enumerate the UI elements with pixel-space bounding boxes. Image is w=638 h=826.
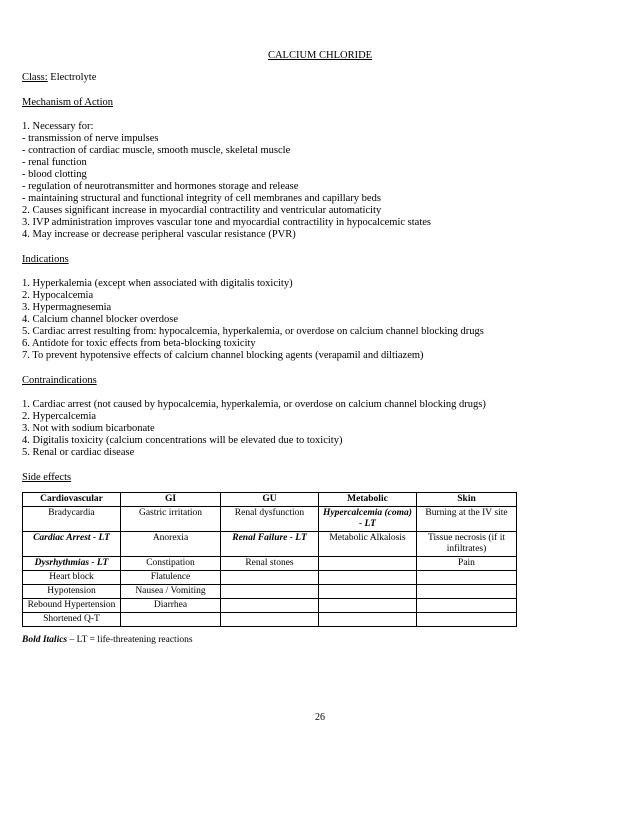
table-cell: Burning at the IV site	[417, 507, 517, 532]
table-cell: Anorexia	[121, 532, 221, 557]
table-cell	[417, 585, 517, 599]
table-cell: Renal dysfunction	[221, 507, 319, 532]
indication-item: 1. Hyperkalemia (except when associated with digitalis toxicity)	[22, 278, 293, 289]
class-label: Class:	[22, 72, 48, 83]
table-cell: Nausea / Vomiting	[121, 585, 221, 599]
table-cell: Rebound Hypertension	[23, 599, 121, 613]
table-cell: Metabolic Alkalosis	[319, 532, 417, 557]
class-value: Electrolyte	[47, 72, 97, 83]
table-header-row	[23, 493, 517, 507]
table-cell	[221, 599, 319, 613]
table-legend	[22, 635, 193, 645]
table-cell	[221, 613, 319, 627]
legend-text: – LT = life-threatening reactions	[67, 635, 193, 645]
table-cell	[319, 613, 417, 627]
table-cell: Gastric irritation	[121, 507, 221, 532]
contraindication-item: 2. Hypercalcemia	[22, 411, 97, 422]
contraindications-heading: Contraindications	[22, 375, 97, 386]
table-cell: Renal Failure - LT	[221, 532, 319, 557]
table-row	[23, 613, 517, 627]
table-row	[23, 585, 517, 599]
table-cell: Dysrhythmias - LT	[23, 557, 121, 571]
table-cell: Hypercalcemia (coma) - LT	[319, 507, 417, 532]
table-cell: Renal stones	[221, 557, 319, 571]
mechanism-line: - regulation of neurotransmitter and hormones storage and release	[22, 181, 299, 192]
table-cell	[221, 571, 319, 585]
contraindication-item: 5. Renal or cardiac disease	[22, 447, 135, 458]
table-row	[23, 571, 517, 585]
table-cell: Flatulence	[121, 571, 221, 585]
class-line	[22, 72, 96, 84]
table-row	[23, 507, 517, 532]
indication-item: 7. To prevent hypotensive effects of calcium channel blocking agents (verapamil and diltiazem)	[22, 350, 424, 361]
table-cell	[319, 557, 417, 571]
indication-item: 6. Antidote for toxic effects from beta-blocking toxicity	[22, 338, 256, 349]
mechanism-line: 1. Necessary for:	[22, 121, 94, 132]
legend-bold-italics: Bold Italics	[22, 635, 68, 645]
indication-item: 5. Cardiac arrest resulting from: hypocalcemia, hyperkalemia, or overdose on calcium channel blocking drugs	[22, 326, 484, 337]
table-cell	[121, 613, 221, 627]
column-header: Metabolic	[319, 493, 417, 507]
table-cell	[319, 571, 417, 585]
mechanism-line: - maintaining structural and functional integrity of cell membranes and capillary beds	[22, 193, 381, 204]
mechanism-line: 4. May increase or decrease peripheral vascular resistance (PVR)	[22, 229, 296, 240]
contraindication-item: 3. Not with sodium bicarbonate	[22, 423, 155, 434]
column-header: GU	[221, 493, 319, 507]
table-cell: Hypotension	[23, 585, 121, 599]
contraindication-item: 1. Cardiac arrest (not caused by hypocalcemia, hyperkalemia, or overdose on calcium channel blocking drugs)	[22, 399, 486, 410]
mechanism-line: 2. Causes significant increase in myocardial contractility and ventricular automaticity	[22, 205, 382, 216]
side-effects-heading: Side effects	[22, 472, 72, 483]
mechanism-line: - blood clotting	[22, 169, 87, 180]
column-header: GI	[121, 493, 221, 507]
table-cell	[417, 599, 517, 613]
mechanism-line: - renal function	[22, 157, 87, 168]
contraindication-item: 4. Digitalis toxicity (calcium concentrations will be elevated due to toxicity)	[22, 435, 343, 446]
mechanism-line: - contraction of cardiac muscle, smooth muscle, skeletal muscle	[22, 145, 291, 156]
indication-item: 4. Calcium channel blocker overdose	[22, 314, 178, 325]
table-cell	[221, 585, 319, 599]
table-row	[23, 599, 517, 613]
column-header: Cardiovascular	[23, 493, 121, 507]
table-cell: Bradycardia	[23, 507, 121, 532]
mechanism-line: 3. IVP administration improves vascular tone and myocardial contractility in hypocalcemic states	[22, 217, 431, 228]
table-cell: Constipation	[121, 557, 221, 571]
table-cell	[319, 585, 417, 599]
document-title: CALCIUM CHLORIDE	[267, 50, 373, 61]
table-cell: Heart block	[23, 571, 121, 585]
table-cell: Tissue necrosis (if it infiltrates)	[417, 532, 517, 557]
mechanism-heading: Mechanism of Action	[22, 97, 113, 108]
table-cell: Shortened Q-T	[23, 613, 121, 627]
side-effects-table	[22, 492, 517, 627]
table-cell: Pain	[417, 557, 517, 571]
table-cell: Diarrhea	[121, 599, 221, 613]
table-row	[23, 557, 517, 571]
table-cell	[417, 571, 517, 585]
indications-heading: Indications	[22, 254, 69, 265]
table-cell	[319, 599, 417, 613]
column-header: Skin	[417, 493, 517, 507]
table-cell	[417, 613, 517, 627]
page-number: 26	[315, 712, 325, 723]
table-row	[23, 532, 517, 557]
table-cell: Cardiac Arrest - LT	[23, 532, 121, 557]
indication-item: 2. Hypocalcemia	[22, 290, 94, 301]
indication-item: 3. Hypermagnesemia	[22, 302, 112, 313]
mechanism-line: - transmission of nerve impulses	[22, 133, 159, 144]
